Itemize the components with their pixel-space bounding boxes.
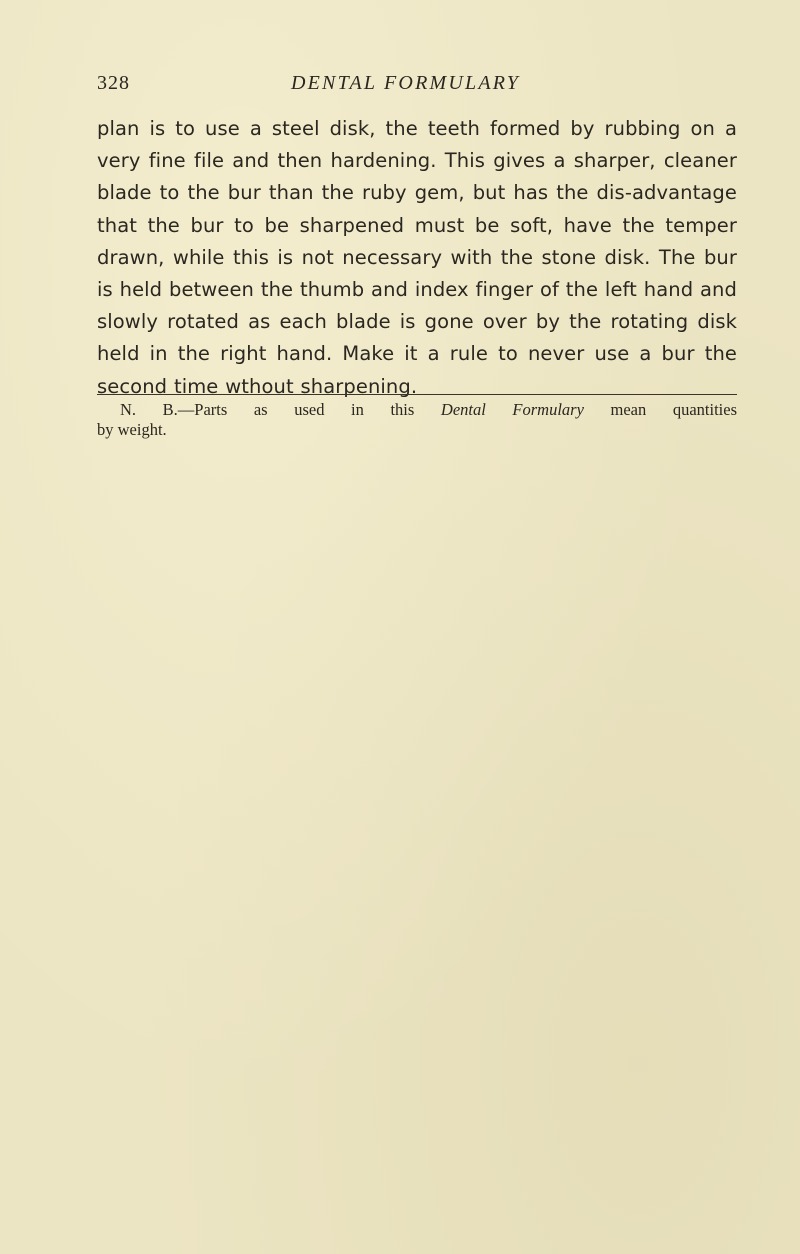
running-header (97, 72, 737, 102)
running-title: DENTAL FORMULARY (291, 72, 521, 94)
footnote (97, 400, 737, 440)
footnote-lead: N. B.—Parts as used in this (120, 400, 441, 419)
footnote-divider (97, 394, 737, 395)
footnote-trail: mean quantities (583, 400, 737, 419)
footnote-line-1 (97, 400, 737, 420)
page-number: 328 (97, 72, 130, 94)
footnote-emphasis: Dental Formulary (440, 400, 584, 419)
body-paragraph: plan is to use a steel disk, the teeth formed by rubbing on a very fine file and then hardening. This gives a sharper, cleaner blade to the bur than the ruby gem, but has the dis-advantage that the bur to be sharpened must be soft, have the temper drawn, while this is not necessary with the stone disk. The bur is held between the thumb and index finger of the left hand and slowly rotated as each blade is gone over by the rotating disk held in the right hand. Make it a rule to never use a bur the second time wthout sharpening. (97, 117, 737, 398)
footnote-line-2: by weight. (97, 420, 167, 439)
